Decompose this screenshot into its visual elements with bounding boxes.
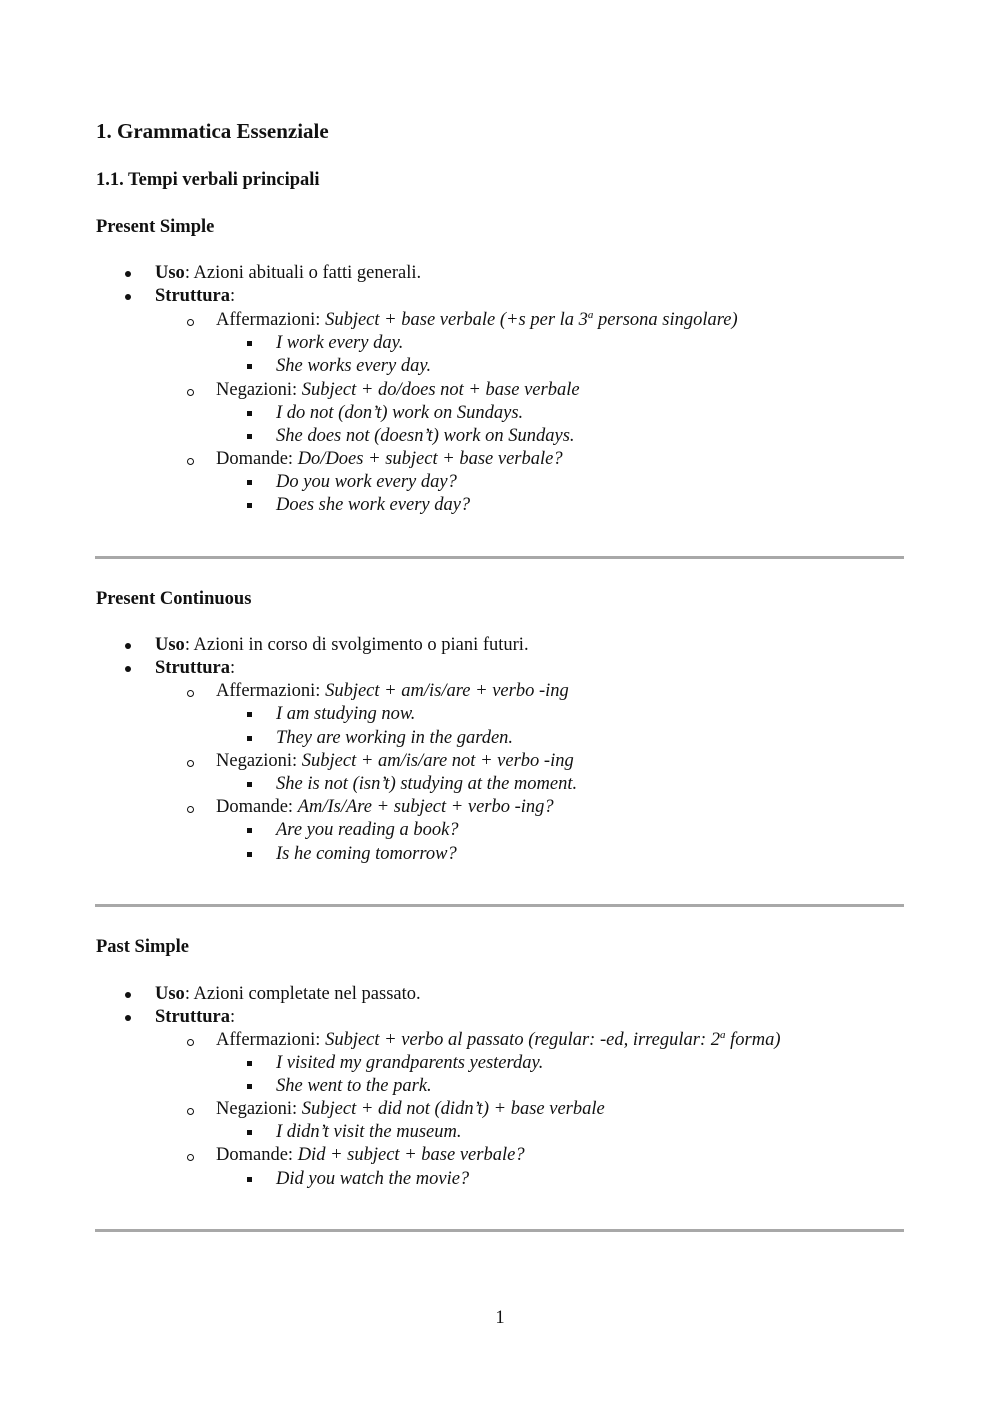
uso-label: Uso [155,984,185,1004]
bullet-square-icon [247,341,252,346]
uso-text: : Azioni in corso di svolgimento o piani futuri. [184,635,529,655]
example-text: I am studying now. [276,704,416,724]
bullet-square-icon [247,480,252,485]
example-text: I do not (don’t) work on Sundays. [276,403,524,423]
example-text: Are you reading a book? [276,820,459,840]
example-text: She is not (isn’t) studying at the moment. [276,774,578,794]
uso-text: : Azioni completate nel passato. [184,984,421,1004]
struttura-colon: : [230,286,236,306]
bullet-circle-icon [187,389,194,396]
horizontal-rule [95,904,904,907]
example-text: Did you watch the movie? [276,1169,470,1189]
section-heading-past-simple: Past Simple [96,937,190,957]
struttura-label: Struttura [155,1007,231,1027]
bullet-disc-icon [125,643,131,649]
bullet-disc-icon [125,271,131,277]
example-text: I didn’t visit the museum. [276,1122,462,1142]
bullet-circle-icon [187,1039,194,1046]
example-text: She works every day. [276,356,432,376]
bullet-square-icon [247,828,252,833]
domande-formula: Did + subject + base verbale? [297,1145,525,1165]
example-text: She went to the park. [276,1076,432,1096]
page-number: 1 [495,1308,505,1328]
uso-text: : Azioni abituali o fatti generali. [184,263,422,283]
bullet-square-icon [247,782,252,787]
bullet-disc-icon [125,294,131,300]
bullet-square-icon [247,1177,252,1182]
example-text: Does she work every day? [276,495,471,515]
example-text: I visited my grandparents yesterday. [276,1053,544,1073]
bullet-circle-icon [187,1154,194,1161]
domande-formula: Am/Is/Are + subject + verbo -ing? [297,797,554,817]
negazioni-label: Negazioni: [216,751,302,771]
bullet-circle-icon [187,319,194,326]
example-text: I work every day. [276,333,404,353]
bullet-disc-icon [125,666,131,672]
bullet-square-icon [247,364,252,369]
bullet-square-icon [247,1084,252,1089]
affermazioni-label: Affermazioni: [216,310,326,330]
bullet-square-icon [247,736,252,741]
affermazioni-formula: Subject + verbo al passato (regular: -ed, irregular: 2$^a$ forma) [325,1029,781,1050]
domande-label: Domande: [216,1145,298,1165]
horizontal-rule [95,556,904,559]
example-text: Is he coming tomorrow? [276,844,457,864]
bullet-square-icon [247,503,252,508]
section-heading-present-continuous: Present Continuous [96,589,252,609]
affermazioni-formula: Subject + am/is/are + verbo -ing [325,681,569,701]
bullet-square-icon [247,712,252,717]
struttura-colon: : [230,1007,236,1027]
example-text: Do you work every day? [276,472,457,492]
section-heading-present-simple: Present Simple [96,217,215,237]
horizontal-rule [95,1229,904,1232]
bullet-disc-icon [125,1015,131,1021]
example-text: She does not (doesn’t) work on Sundays. [276,426,575,446]
bullet-circle-icon [187,760,194,767]
domande-label: Domande: [216,449,298,469]
uso-label: Uso [155,635,185,655]
negazioni-label: Negazioni: [216,1099,302,1119]
struttura-label: Struttura [155,658,231,678]
domande-label: Domande: [216,797,298,817]
uso-label: Uso [155,263,185,283]
section-subtitle: 1.1. Tempi verbali principali [96,170,320,190]
example-text: They are working in the garden. [276,728,514,748]
bullet-square-icon [247,1061,252,1066]
affermazioni-label: Affermazioni: [216,681,326,701]
negazioni-formula: Subject + do/does not + base verbale [301,380,580,400]
bullet-disc-icon [125,992,131,998]
bullet-circle-icon [187,806,194,813]
bullet-circle-icon [187,690,194,697]
page-title: 1. Grammatica Essenziale [96,119,329,143]
negazioni-formula: Subject + am/is/are not + verbo -ing [301,751,574,771]
bullet-circle-icon [187,1108,194,1115]
negazioni-formula: Subject + did not (didn’t) + base verbale [301,1099,605,1119]
bullet-square-icon [247,1130,252,1135]
negazioni-label: Negazioni: [216,380,302,400]
struttura-label: Struttura [155,286,231,306]
affermazioni-formula: Subject + base verbale (+s per la 3$^a$ persona singolare) [325,309,738,330]
bullet-square-icon [247,434,252,439]
domande-formula: Do/Does + subject + base verbale? [297,449,563,469]
struttura-colon: : [230,658,236,678]
affermazioni-label: Affermazioni: [216,1030,326,1050]
bullet-square-icon [247,411,252,416]
bullet-circle-icon [187,458,194,465]
bullet-square-icon [247,852,252,857]
